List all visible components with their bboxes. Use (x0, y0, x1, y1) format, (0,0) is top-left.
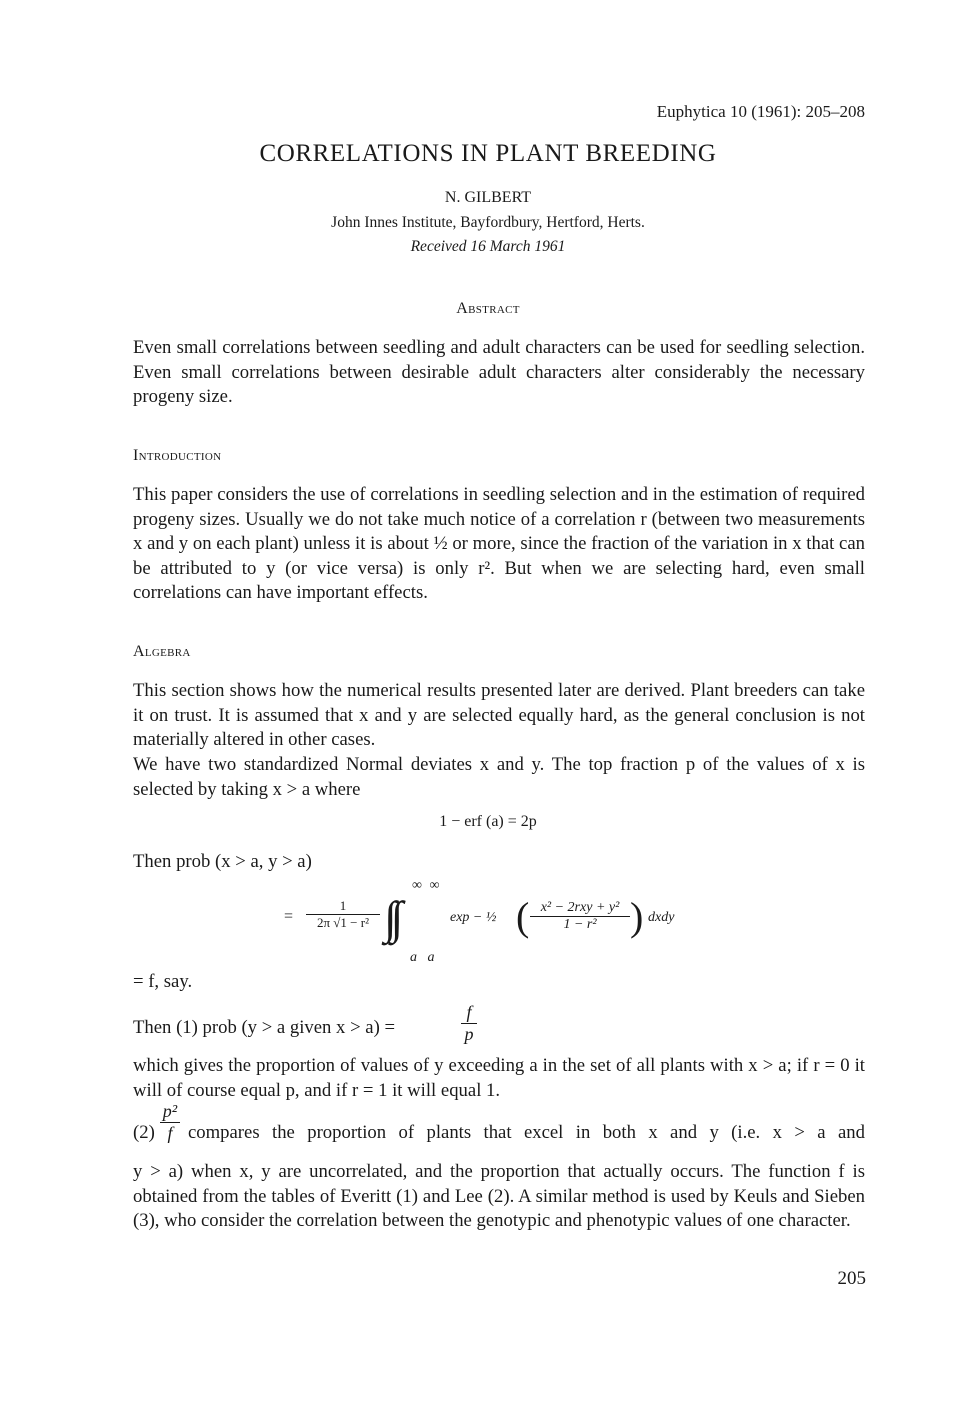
integral-upper-limits: ∞ ∞ (412, 878, 442, 893)
f-say-text: = f, say. (133, 971, 193, 992)
item-2-fraction-denominator: f (167, 1123, 173, 1143)
integral-formula (284, 878, 704, 968)
integrand-denominator: 1 − r² (563, 917, 597, 932)
item-2-fraction (160, 1101, 180, 1144)
integrand-fraction (530, 900, 630, 933)
then-1-fraction-denominator: p (464, 1024, 474, 1044)
paper-title: CORRELATIONS IN PLANT BREEDING (259, 140, 717, 167)
then-1-fraction (461, 1002, 477, 1045)
integrand-numerator: x² − 2rxy + y² (530, 900, 630, 917)
integral-equals: = (284, 908, 294, 925)
integral-coefficient (306, 898, 380, 931)
author-affiliation: John Innes Institute, Bayfordbury, Hertford, Herts. (331, 214, 645, 231)
coefficient-denominator: 2π √1 − r² (316, 915, 369, 930)
item-2-fraction-numerator: p² (160, 1101, 180, 1123)
which-gives-text: which gives the proportion of values of y exceeding a in the set of all plants with x > a; if r = 0 it will of course equal p, and if r = 1 it will equal 1. (133, 1055, 865, 1101)
algebra-paragraph-1: This section shows how the numerical results presented later are derived. Plant breeders can take it on trust. It is assumed that x and y are selected equally hard, as the general conclusion is not materially altered in other cases. (133, 680, 865, 750)
integral-lower-limits: a a (410, 950, 435, 965)
then-prob-text: Then prob (x > a, y > a) (133, 851, 312, 872)
item-2-continuation: y > a) when x, y are uncorrelated, and the proportion that actually occurs. The function f is obtained from the tables of Everitt (1) and Lee (2). A similar method is used by Keuls and Sieben (3), who consider the correlation between the genotypic and phenotypic values of one character. (133, 1161, 865, 1231)
item-2-first-line: compares the proportion of plants that excel in both x and y (i.e. x > a and (188, 1122, 865, 1143)
author-name: N. GILBERT (444, 189, 532, 206)
item-2-label: (2) (133, 1122, 155, 1143)
received-date: Received 16 March 1961 (410, 238, 566, 255)
algebra-heading: Algebra (133, 643, 191, 660)
abstract-heading: Abstract (456, 300, 520, 317)
coefficient-numerator: 1 (306, 898, 380, 915)
then-1-fraction-numerator: f (461, 1002, 477, 1024)
integrand-differential: dxdy (648, 910, 675, 925)
journal-reference: Euphytica 10 (1961): 205–208 (656, 102, 865, 121)
left-paren: ( (516, 894, 530, 939)
right-paren: ) (630, 894, 644, 939)
introduction-heading: Introduction (133, 447, 222, 464)
integrand-exp: exp − ½ (450, 910, 497, 925)
introduction-text: This paper considers the use of correlations in seedling selection and in the estimation of required progeny sizes. Usually we do not take much notice of a correlation r (between two measurements x and y on each plant) unless it is about ½ or more, since the fraction of the variation in x that can be attributed to y (or vice versa) is only r². But when we are selecting hard, even small correlations can have important effects. (133, 484, 865, 603)
page-number: 205 (837, 1268, 866, 1289)
then-1-text: Then (1) prob (y > a given x > a) = (133, 1017, 396, 1038)
double-integral-sign: ∫∫ (384, 892, 398, 943)
equation-erf: 1 − erf (a) = 2p (439, 813, 537, 830)
algebra-paragraph-2: We have two standardized Normal deviates x and y. The top fraction p of the values of x is selected by taking x > a where (133, 754, 865, 800)
abstract-text: Even small correlations between seedling and adult characters can be used for seedling selection. Even small correlations between desirable adult characters alter considerably the necessary progeny size. (133, 337, 865, 407)
